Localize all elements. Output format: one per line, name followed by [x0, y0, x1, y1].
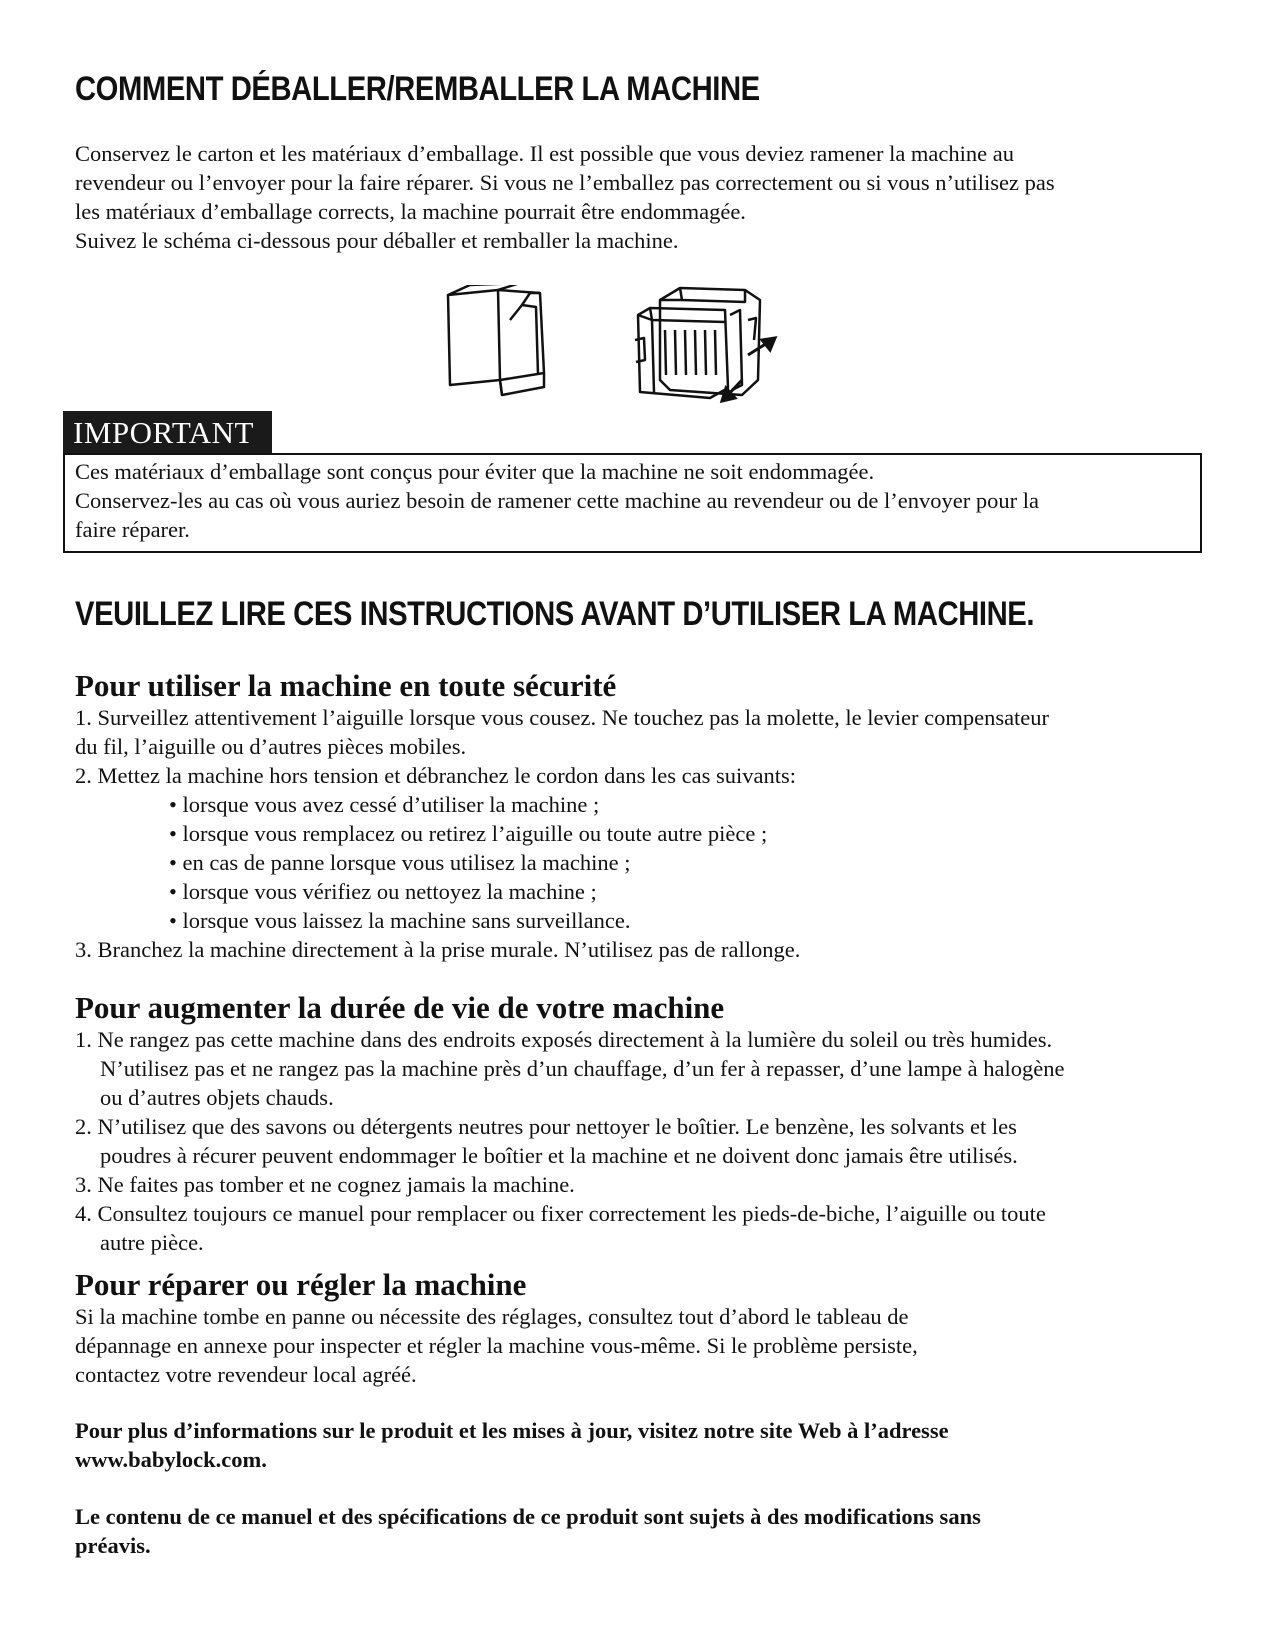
list-line: 4. Consultez toujours ce manuel pour remplacer ou fixer correctement les pieds-de-biche, l’aiguille ou toute [75, 1201, 1046, 1226]
paragraph-line: Si la machine tombe en panne ou nécessite des réglages, consultez tout d’abord le tableau de [75, 1304, 909, 1329]
unpacking-title: COMMENT DÉBALLER/REMBALLER LA MACHINE [75, 70, 760, 108]
packaged-machine-with-arrows-icon [630, 280, 790, 420]
list-line: poudres à récurer peuvent endommager le boîtier et la machine et ne doivent donc jamais être utilisés. [100, 1143, 1018, 1168]
important-notice-box [63, 453, 1202, 553]
instructions-title: VEUILLEZ LIRE CES INSTRUCTIONS AVANT D’UTILISER LA MACHINE. [75, 595, 1035, 633]
repair-paragraph [75, 1302, 1215, 1389]
bullet-item: • lorsque vous laissez la machine sans surveillance. [169, 908, 631, 933]
paragraph-line: les matériaux d’emballage corrects, la machine pourrait être endommagée. [75, 199, 746, 224]
safety-heading: Pour utiliser la machine en toute sécurité [75, 668, 617, 703]
important-label: IMPORTANT [63, 411, 272, 455]
list-line: N’utilisez pas et ne rangez pas la machine près d’un chauffage, d’un fer à repasser, d’une lampe à halogène [100, 1056, 1065, 1081]
paragraph-line: www.babylock.com. [75, 1447, 267, 1472]
bullet-item: • en cas de panne lorsque vous utilisez la machine ; [169, 850, 631, 875]
website-notice [75, 1416, 1215, 1474]
list-item: 3. Branchez la machine directement à la prise murale. N’utilisez pas de rallonge. [75, 937, 801, 962]
bullet-item: • lorsque vous vérifiez ou nettoyez la machine ; [169, 879, 597, 904]
paragraph-line: Pour plus d’informations sur le produit et les mises à jour, visitez notre site Web à l’adresse [75, 1418, 949, 1443]
list-item: 3. Ne faites pas tomber et ne cognez jamais la machine. [75, 1172, 575, 1197]
list-line: autre pièce. [100, 1230, 204, 1255]
bullet-item: • lorsque vous avez cessé d’utiliser la machine ; [169, 792, 600, 817]
list-line: 2. N’utilisez que des savons ou détergents neutres pour nettoyer le boîtier. Le benzène, les solvants et les [75, 1114, 1017, 1139]
list-item [75, 1112, 1215, 1170]
lifespan-heading: Pour augmenter la durée de vie de votre machine [75, 990, 725, 1025]
paragraph-line: Suivez le schéma ci-dessous pour déballer et remballer la machine. [75, 228, 679, 253]
open-carton-box-icon [440, 285, 555, 410]
list-item: 2. Mettez la machine hors tension et débranchez le cordon dans les cas suivants: [75, 763, 797, 788]
paragraph-line: revendeur ou l’envoyer pour la faire réparer. Si vous ne l’emballez pas correctement ou si vous n’utilisez pas [75, 170, 1055, 195]
safety-list [75, 703, 1215, 964]
paragraph-line: contactez votre revendeur local agréé. [75, 1362, 417, 1387]
important-line: faire réparer. [75, 517, 190, 542]
list-line: 1. Surveillez attentivement l’aiguille lorsque vous cousez. Ne touchez pas la molette, le levier compensateur [75, 705, 1050, 730]
modification-notice [75, 1502, 1215, 1560]
paragraph-line: préavis. [75, 1533, 151, 1558]
list-item [75, 1025, 1215, 1112]
list-line: ou d’autres objets chauds. [100, 1085, 334, 1110]
bullet-item: • lorsque vous remplacez ou retirez l’aiguille ou toute autre pièce ; [169, 821, 768, 846]
list-item [75, 1199, 1215, 1257]
list-item [75, 703, 1215, 761]
important-line: Conservez-les au cas où vous auriez besoin de ramener cette machine au revendeur ou de l’envoyer pour la [75, 488, 1039, 513]
repair-heading: Pour réparer ou régler la machine [75, 1267, 527, 1302]
list-line: du fil, l’aiguille ou d’autres pièces mobiles. [75, 734, 467, 759]
unpacking-paragraph [75, 139, 1215, 255]
paragraph-line: Le contenu de ce manuel et des spécifications de ce produit sont sujets à des modifications sans [75, 1504, 981, 1529]
paragraph-line: Conservez le carton et les matériaux d’emballage. Il est possible que vous deviez ramener la machine au [75, 141, 1015, 166]
lifespan-list [75, 1025, 1215, 1257]
paragraph-line: dépannage en annexe pour inspecter et régler la machine vous-même. Si le problème persiste, [75, 1333, 918, 1358]
list-line: 1. Ne rangez pas cette machine dans des endroits exposés directement à la lumière du soleil ou très humides. [75, 1027, 1053, 1052]
important-line: Ces matériaux d’emballage sont conçus pour éviter que la machine ne soit endommagée. [75, 459, 875, 484]
